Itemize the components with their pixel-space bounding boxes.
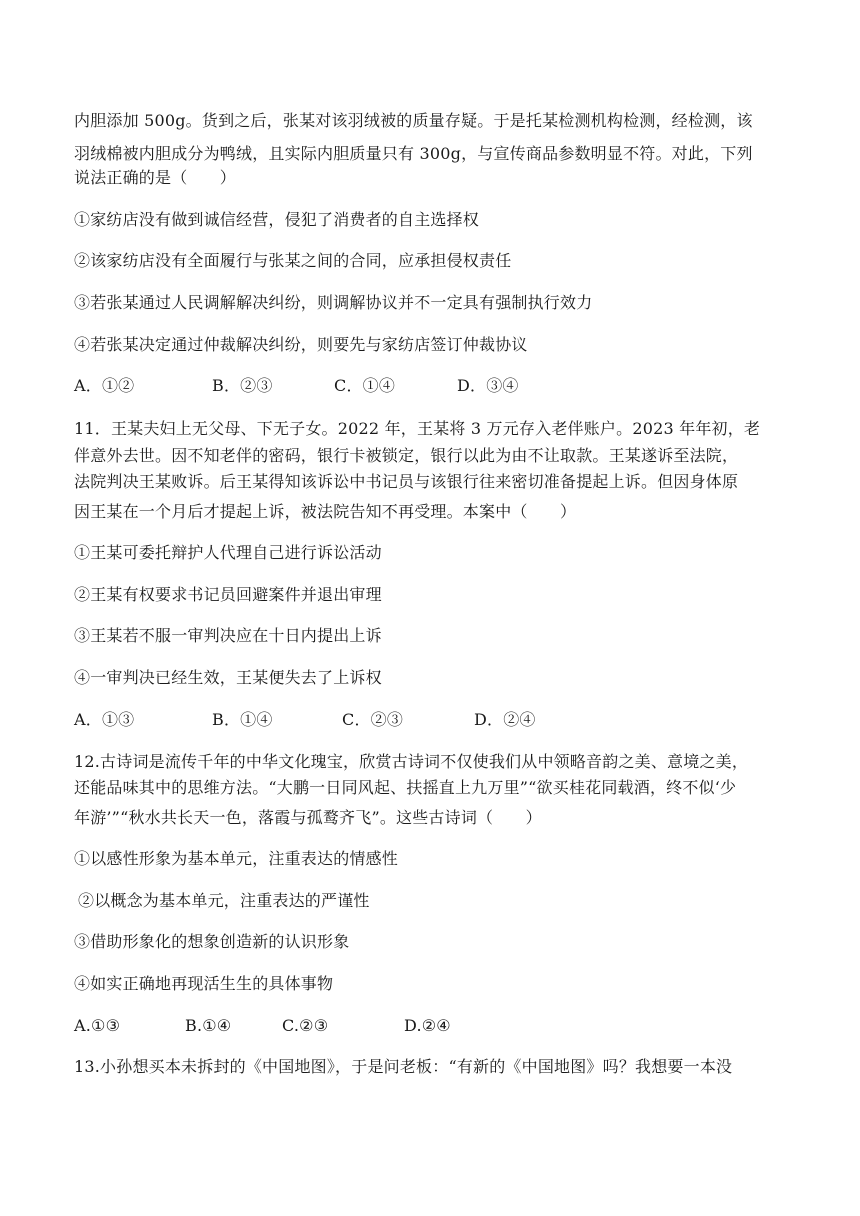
q11-text-line: 法院判决王某败诉。后王某得知该诉讼中书记员与该银行往来密切准备提起上诉。但因身体原 bbox=[74, 472, 739, 491]
q10-statement-1: ①家纺店没有做到诚信经营，侵犯了消费者的自主选择权 bbox=[74, 210, 480, 229]
q11-statement-1: ①王某可委托辩护人代理自己进行诉讼活动 bbox=[74, 543, 382, 562]
q12-option-b[interactable]: B.①④ bbox=[185, 1016, 232, 1035]
q10-option-b[interactable]: B．②③ bbox=[212, 376, 273, 395]
q10-text-line: 说法正确的是（ ） bbox=[74, 168, 237, 187]
q12-text-line: 12.古诗词是流传千年的中华文化瑰宝，欣赏古诗词不仅使我们从中领略音韵之美、意境之美， bbox=[74, 752, 749, 771]
q13-text-line: 13.小孙想买本未拆封的《中国地图》，于是问老板：“有新的《中国地图》吗？我想要一本没 bbox=[74, 1057, 733, 1076]
q11-text-line: 因王某在一个月后才提起上诉，被法院告知不再受理。本案中（ ） bbox=[74, 502, 577, 521]
q12-statement-2: ②以概念为基本单元，注重表达的严谨性 bbox=[78, 891, 370, 910]
q10-option-a[interactable]: A．①② bbox=[74, 376, 135, 395]
q10-statement-3: ③若张某通过人民调解解决纠纷，则调解协议并不一定具有强制执行效力 bbox=[74, 293, 593, 312]
q11-option-b[interactable]: B．①④ bbox=[212, 710, 273, 729]
q12-option-a[interactable]: A.①③ bbox=[74, 1016, 121, 1035]
q10-option-d[interactable]: D．③④ bbox=[457, 376, 519, 395]
q10-text-line: 内胆添加 500g。货到之后，张某对该羽绒被的质量存疑。于是托某检测机构检测，经检测，该 bbox=[74, 111, 753, 130]
q12-option-c[interactable]: C.②③ bbox=[282, 1016, 329, 1035]
q10-statement-4: ④若张某决定通过仲裁解决纠纷，则要先与家纺店签订仲裁协议 bbox=[74, 335, 528, 354]
q11-text-line: 伴意外去世。因不知老伴的密码，银行卡被锁定，银行以此为由不让取款。王某遂诉至法院， bbox=[74, 446, 739, 465]
q11-option-a[interactable]: A．①③ bbox=[74, 710, 135, 729]
q12-statement-1: ①以感性形象为基本单元，注重表达的情感性 bbox=[74, 849, 399, 868]
q11-statement-4: ④一审判决已经生效，王某便失去了上诉权 bbox=[74, 668, 382, 687]
q11-option-c[interactable]: C．②③ bbox=[342, 710, 404, 729]
q11-statement-3: ③王某若不服一审判决应在十日内提出上诉 bbox=[74, 626, 382, 645]
q12-option-d[interactable]: D.②④ bbox=[404, 1016, 451, 1035]
q10-option-c[interactable]: C．①④ bbox=[334, 376, 396, 395]
q12-text-line: 年游’”“秋水共长天一色，落霞与孤鹜齐飞”。这些古诗词（ ） bbox=[74, 808, 542, 827]
q12-statement-3: ③借助形象化的想象创造新的认识形象 bbox=[74, 932, 350, 951]
q10-text-line: 羽绒棉被内胆成分为鸭绒，且实际内胆质量只有 300g，与宣传商品参数明显不符。对此，下列 bbox=[74, 144, 753, 163]
q12-text-line: 还能品味其中的思维方法。“大鹏一日同风起、扶摇直上九万里”“欲买桂花同载酒，终不似‘少 bbox=[74, 778, 737, 797]
q11-statement-2: ②王某有权要求书记员回避案件并退出审理 bbox=[74, 585, 382, 604]
q11-text-line: 11．王某夫妇上无父母、下无子女。2022 年，王某将 3 万元存入老伴账户。2023 年年初，老 bbox=[74, 419, 761, 438]
q10-statement-2: ②该家纺店没有全面履行与张某之间的合同，应承担侵权责任 bbox=[74, 251, 512, 270]
q11-option-d[interactable]: D．②④ bbox=[474, 710, 536, 729]
q12-statement-4: ④如实正确地再现活生生的具体事物 bbox=[74, 974, 334, 993]
